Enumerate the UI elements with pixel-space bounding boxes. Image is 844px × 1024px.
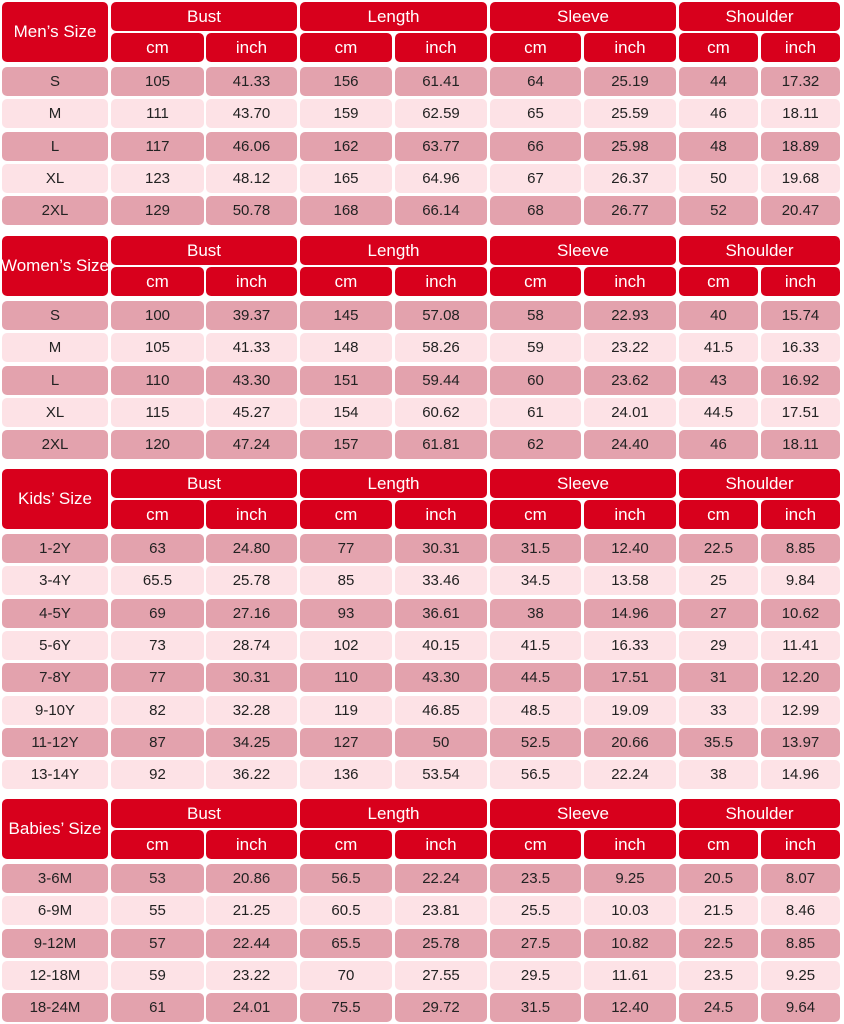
size-label-cell: L [2, 366, 108, 395]
measurement-cell: 22.5 [679, 929, 758, 958]
measurement-cell: 58 [490, 301, 581, 330]
measurement-cell: 26.77 [584, 196, 676, 225]
measurement-cell: 61 [490, 398, 581, 427]
unit-header-cm: cm [300, 830, 392, 859]
measurement-cell: 12.20 [761, 663, 840, 692]
measurement-cell: 43.30 [206, 366, 297, 395]
unit-header-inch: inch [395, 267, 487, 296]
measurement-cell: 41.33 [206, 67, 297, 96]
measurement-cell: 22.5 [679, 534, 758, 563]
column-group-header: Shoulder [679, 2, 840, 31]
measurement-cell: 24.01 [206, 993, 297, 1022]
measurement-cell: 111 [111, 99, 204, 128]
measurement-cell: 48.12 [206, 164, 297, 193]
measurement-cell: 65.5 [111, 566, 204, 595]
measurement-cell: 148 [300, 333, 392, 362]
measurement-cell: 20.5 [679, 864, 758, 893]
measurement-cell: 52.5 [490, 728, 581, 757]
size-label-cell: 2XL [2, 196, 108, 225]
unit-header-cm: cm [490, 830, 581, 859]
measurement-cell: 50 [679, 164, 758, 193]
measurement-cell: 36.61 [395, 599, 487, 628]
measurement-cell: 66.14 [395, 196, 487, 225]
measurement-cell: 25.78 [395, 929, 487, 958]
measurement-cell: 43.70 [206, 99, 297, 128]
measurement-cell: 33.46 [395, 566, 487, 595]
measurement-cell: 56.5 [300, 864, 392, 893]
measurement-cell: 10.03 [584, 896, 676, 925]
measurement-cell: 9.25 [584, 864, 676, 893]
measurement-cell: 18.89 [761, 132, 840, 161]
measurement-cell: 92 [111, 760, 204, 789]
size-label-cell: M [2, 99, 108, 128]
measurement-cell: 129 [111, 196, 204, 225]
measurement-cell: 61.41 [395, 67, 487, 96]
measurement-cell: 23.81 [395, 896, 487, 925]
unit-header-cm: cm [490, 500, 581, 529]
measurement-cell: 25.5 [490, 896, 581, 925]
measurement-cell: 66 [490, 132, 581, 161]
measurement-cell: 8.07 [761, 864, 840, 893]
unit-header-cm: cm [111, 500, 204, 529]
column-group-header: Length [300, 469, 487, 498]
measurement-cell: 23.22 [584, 333, 676, 362]
measurement-cell: 62 [490, 430, 581, 459]
measurement-cell: 16.92 [761, 366, 840, 395]
measurement-cell: 34.25 [206, 728, 297, 757]
measurement-cell: 17.51 [584, 663, 676, 692]
unit-header-cm: cm [490, 267, 581, 296]
size-label-cell: M [2, 333, 108, 362]
measurement-cell: 12.99 [761, 696, 840, 725]
column-group-header: Shoulder [679, 236, 840, 265]
measurement-cell: 77 [300, 534, 392, 563]
unit-header-inch: inch [395, 33, 487, 62]
size-label-cell: XL [2, 164, 108, 193]
measurement-cell: 17.51 [761, 398, 840, 427]
measurement-cell: 154 [300, 398, 392, 427]
measurement-cell: 70 [300, 961, 392, 990]
measurement-cell: 53 [111, 864, 204, 893]
size-label-cell: 12-18M [2, 961, 108, 990]
column-group-header: Bust [111, 2, 297, 31]
column-group-header: Length [300, 2, 487, 31]
unit-header-inch: inch [584, 267, 676, 296]
size-label-cell: 5-6Y [2, 631, 108, 660]
measurement-cell: 29.72 [395, 993, 487, 1022]
measurement-cell: 23.62 [584, 366, 676, 395]
size-label-cell: 1-2Y [2, 534, 108, 563]
measurement-cell: 64.96 [395, 164, 487, 193]
unit-header-cm: cm [679, 830, 758, 859]
measurement-cell: 26.37 [584, 164, 676, 193]
measurement-cell: 16.33 [584, 631, 676, 660]
measurement-cell: 62.59 [395, 99, 487, 128]
size-label-cell: 6-9M [2, 896, 108, 925]
measurement-cell: 151 [300, 366, 392, 395]
size-label-cell: 9-10Y [2, 696, 108, 725]
size-label-cell: L [2, 132, 108, 161]
measurement-cell: 9.84 [761, 566, 840, 595]
unit-header-cm: cm [111, 267, 204, 296]
measurement-cell: 60.5 [300, 896, 392, 925]
column-group-header: Bust [111, 236, 297, 265]
unit-header-inch: inch [206, 33, 297, 62]
measurement-cell: 82 [111, 696, 204, 725]
measurement-cell: 75.5 [300, 993, 392, 1022]
table-title: Men’s Size [2, 2, 108, 62]
measurement-cell: 30.31 [395, 534, 487, 563]
measurement-cell: 23.22 [206, 961, 297, 990]
unit-header-cm: cm [111, 830, 204, 859]
measurement-cell: 24.80 [206, 534, 297, 563]
measurement-cell: 127 [300, 728, 392, 757]
unit-header-cm: cm [111, 33, 204, 62]
measurement-cell: 59 [490, 333, 581, 362]
unit-header-inch: inch [761, 267, 840, 296]
measurement-cell: 21.25 [206, 896, 297, 925]
measurement-cell: 44.5 [679, 398, 758, 427]
measurement-cell: 11.41 [761, 631, 840, 660]
measurement-cell: 44 [679, 67, 758, 96]
measurement-cell: 110 [111, 366, 204, 395]
measurement-cell: 40 [679, 301, 758, 330]
measurement-cell: 8.85 [761, 534, 840, 563]
measurement-cell: 55 [111, 896, 204, 925]
measurement-cell: 87 [111, 728, 204, 757]
measurement-cell: 110 [300, 663, 392, 692]
measurement-cell: 64 [490, 67, 581, 96]
measurement-cell: 50.78 [206, 196, 297, 225]
measurement-cell: 157 [300, 430, 392, 459]
measurement-cell: 35.5 [679, 728, 758, 757]
unit-header-inch: inch [206, 500, 297, 529]
measurement-cell: 22.93 [584, 301, 676, 330]
measurement-cell: 46 [679, 99, 758, 128]
measurement-cell: 69 [111, 599, 204, 628]
measurement-cell: 57.08 [395, 301, 487, 330]
measurement-cell: 24.40 [584, 430, 676, 459]
unit-header-cm: cm [300, 500, 392, 529]
measurement-cell: 102 [300, 631, 392, 660]
column-group-header: Sleeve [490, 2, 676, 31]
measurement-cell: 25.78 [206, 566, 297, 595]
measurement-cell: 48.5 [490, 696, 581, 725]
size-label-cell: 4-5Y [2, 599, 108, 628]
measurement-cell: 119 [300, 696, 392, 725]
unit-header-inch: inch [584, 33, 676, 62]
size-label-cell: S [2, 301, 108, 330]
measurement-cell: 22.24 [395, 864, 487, 893]
measurement-cell: 115 [111, 398, 204, 427]
measurement-cell: 77 [111, 663, 204, 692]
measurement-cell: 46.85 [395, 696, 487, 725]
measurement-cell: 85 [300, 566, 392, 595]
size-label-cell: 13-14Y [2, 760, 108, 789]
measurement-cell: 68 [490, 196, 581, 225]
measurement-cell: 61.81 [395, 430, 487, 459]
column-group-header: Bust [111, 799, 297, 828]
measurement-cell: 105 [111, 67, 204, 96]
measurement-cell: 27 [679, 599, 758, 628]
measurement-cell: 93 [300, 599, 392, 628]
size-label-cell: 18-24M [2, 993, 108, 1022]
column-group-header: Length [300, 799, 487, 828]
measurement-cell: 44.5 [490, 663, 581, 692]
measurement-cell: 59.44 [395, 366, 487, 395]
measurement-cell: 15.74 [761, 301, 840, 330]
measurement-cell: 57 [111, 929, 204, 958]
measurement-cell: 46 [679, 430, 758, 459]
column-group-header: Bust [111, 469, 297, 498]
column-group-header: Shoulder [679, 799, 840, 828]
measurement-cell: 41.33 [206, 333, 297, 362]
measurement-cell: 20.66 [584, 728, 676, 757]
measurement-cell: 23.5 [490, 864, 581, 893]
measurement-cell: 22.24 [584, 760, 676, 789]
column-group-header: Sleeve [490, 469, 676, 498]
measurement-cell: 67 [490, 164, 581, 193]
measurement-cell: 31 [679, 663, 758, 692]
measurement-cell: 8.85 [761, 929, 840, 958]
measurement-cell: 50 [395, 728, 487, 757]
measurement-cell: 18.11 [761, 430, 840, 459]
measurement-cell: 43 [679, 366, 758, 395]
measurement-cell: 48 [679, 132, 758, 161]
measurement-cell: 9.25 [761, 961, 840, 990]
table-title: Kids’ Size [2, 469, 108, 529]
measurement-cell: 31.5 [490, 993, 581, 1022]
measurement-cell: 61 [111, 993, 204, 1022]
measurement-cell: 27.55 [395, 961, 487, 990]
measurement-cell: 24.5 [679, 993, 758, 1022]
unit-header-inch: inch [761, 500, 840, 529]
measurement-cell: 20.47 [761, 196, 840, 225]
measurement-cell: 38 [679, 760, 758, 789]
unit-header-cm: cm [679, 500, 758, 529]
measurement-cell: 156 [300, 67, 392, 96]
size-label-cell: 7-8Y [2, 663, 108, 692]
measurement-cell: 65.5 [300, 929, 392, 958]
measurement-cell: 59 [111, 961, 204, 990]
measurement-cell: 29.5 [490, 961, 581, 990]
measurement-cell: 10.62 [761, 599, 840, 628]
size-label-cell: 11-12Y [2, 728, 108, 757]
measurement-cell: 100 [111, 301, 204, 330]
measurement-cell: 17.32 [761, 67, 840, 96]
measurement-cell: 105 [111, 333, 204, 362]
measurement-cell: 25.59 [584, 99, 676, 128]
measurement-cell: 73 [111, 631, 204, 660]
measurement-cell: 162 [300, 132, 392, 161]
measurement-cell: 23.5 [679, 961, 758, 990]
measurement-cell: 41.5 [490, 631, 581, 660]
measurement-cell: 43.30 [395, 663, 487, 692]
unit-header-inch: inch [584, 830, 676, 859]
measurement-cell: 136 [300, 760, 392, 789]
size-label-cell: S [2, 67, 108, 96]
measurement-cell: 21.5 [679, 896, 758, 925]
measurement-cell: 25.19 [584, 67, 676, 96]
measurement-cell: 123 [111, 164, 204, 193]
measurement-cell: 9.64 [761, 993, 840, 1022]
measurement-cell: 12.40 [584, 534, 676, 563]
column-group-header: Length [300, 236, 487, 265]
measurement-cell: 12.40 [584, 993, 676, 1022]
measurement-cell: 29 [679, 631, 758, 660]
column-group-header: Sleeve [490, 236, 676, 265]
measurement-cell: 24.01 [584, 398, 676, 427]
measurement-cell: 65 [490, 99, 581, 128]
size-label-cell: 3-4Y [2, 566, 108, 595]
measurement-cell: 31.5 [490, 534, 581, 563]
unit-header-cm: cm [679, 267, 758, 296]
measurement-cell: 10.82 [584, 929, 676, 958]
measurement-cell: 58.26 [395, 333, 487, 362]
unit-header-inch: inch [206, 267, 297, 296]
measurement-cell: 168 [300, 196, 392, 225]
unit-header-inch: inch [584, 500, 676, 529]
measurement-cell: 19.68 [761, 164, 840, 193]
measurement-cell: 145 [300, 301, 392, 330]
measurement-cell: 20.86 [206, 864, 297, 893]
measurement-cell: 33 [679, 696, 758, 725]
measurement-cell: 32.28 [206, 696, 297, 725]
size-label-cell: 9-12M [2, 929, 108, 958]
measurement-cell: 120 [111, 430, 204, 459]
measurement-cell: 34.5 [490, 566, 581, 595]
measurement-cell: 28.74 [206, 631, 297, 660]
measurement-cell: 19.09 [584, 696, 676, 725]
column-group-header: Shoulder [679, 469, 840, 498]
measurement-cell: 14.96 [584, 599, 676, 628]
measurement-cell: 27.5 [490, 929, 581, 958]
measurement-cell: 27.16 [206, 599, 297, 628]
measurement-cell: 11.61 [584, 961, 676, 990]
measurement-cell: 47.24 [206, 430, 297, 459]
measurement-cell: 13.97 [761, 728, 840, 757]
measurement-cell: 13.58 [584, 566, 676, 595]
column-group-header: Sleeve [490, 799, 676, 828]
measurement-cell: 45.27 [206, 398, 297, 427]
unit-header-inch: inch [761, 33, 840, 62]
measurement-cell: 56.5 [490, 760, 581, 789]
unit-header-inch: inch [395, 830, 487, 859]
size-label-cell: 3-6M [2, 864, 108, 893]
measurement-cell: 60.62 [395, 398, 487, 427]
measurement-cell: 38 [490, 599, 581, 628]
unit-header-inch: inch [206, 830, 297, 859]
measurement-cell: 53.54 [395, 760, 487, 789]
measurement-cell: 40.15 [395, 631, 487, 660]
measurement-cell: 39.37 [206, 301, 297, 330]
measurement-cell: 165 [300, 164, 392, 193]
measurement-cell: 117 [111, 132, 204, 161]
measurement-cell: 46.06 [206, 132, 297, 161]
unit-header-cm: cm [679, 33, 758, 62]
unit-header-cm: cm [300, 267, 392, 296]
measurement-cell: 63.77 [395, 132, 487, 161]
measurement-cell: 159 [300, 99, 392, 128]
unit-header-cm: cm [490, 33, 581, 62]
measurement-cell: 52 [679, 196, 758, 225]
table-title: Babies’ Size [2, 799, 108, 859]
measurement-cell: 60 [490, 366, 581, 395]
measurement-cell: 25 [679, 566, 758, 595]
measurement-cell: 36.22 [206, 760, 297, 789]
measurement-cell: 8.46 [761, 896, 840, 925]
measurement-cell: 25.98 [584, 132, 676, 161]
unit-header-cm: cm [300, 33, 392, 62]
measurement-cell: 18.11 [761, 99, 840, 128]
measurement-cell: 22.44 [206, 929, 297, 958]
measurement-cell: 63 [111, 534, 204, 563]
unit-header-inch: inch [395, 500, 487, 529]
measurement-cell: 16.33 [761, 333, 840, 362]
measurement-cell: 30.31 [206, 663, 297, 692]
size-label-cell: 2XL [2, 430, 108, 459]
measurement-cell: 14.96 [761, 760, 840, 789]
table-title: Women’s Size [2, 236, 108, 296]
size-label-cell: XL [2, 398, 108, 427]
measurement-cell: 41.5 [679, 333, 758, 362]
unit-header-inch: inch [761, 830, 840, 859]
